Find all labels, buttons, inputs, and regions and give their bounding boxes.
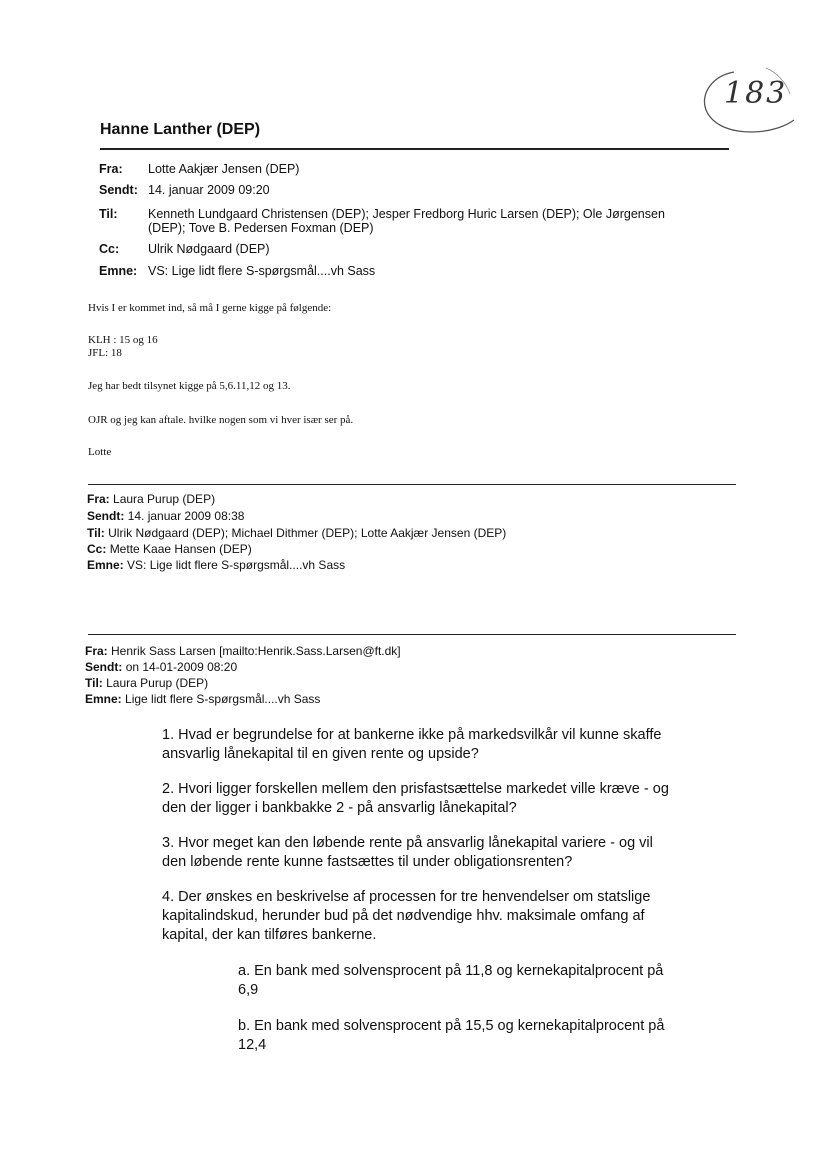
email1-subject-label: Emne: <box>99 264 138 278</box>
email1-sent-value: 14. januar 2009 09:20 <box>148 183 270 197</box>
email1-from-value: Lotte Aakjær Jensen (DEP) <box>148 162 300 176</box>
question-2-line2: den der ligger i bankbakke 2 - på ansvarlig lånekapital? <box>162 800 517 816</box>
body-signature: Lotte <box>88 446 112 458</box>
body-jfl: JFL: 18 <box>88 347 122 359</box>
email2-subject-label: Emne: <box>87 558 124 572</box>
email3-from-row <box>85 643 401 659</box>
email1-to-row <box>99 207 719 237</box>
page-title: Hanne Lanther (DEP) <box>100 121 261 138</box>
question-4a-line2: 6,9 <box>238 982 259 998</box>
email3-from-label: Fra: <box>85 644 108 658</box>
email2-from-row <box>87 491 215 507</box>
stamp <box>694 62 798 140</box>
email2-from-label: Fra: <box>87 492 110 506</box>
email1-subject-value: VS: Lige lidt flere S-spørgsmål....vh Sass <box>148 264 376 278</box>
question-3-line2: den løbende rente kunne fastsættes til under obligationsrenten? <box>162 854 573 870</box>
question-2-line1: 2. Hvori ligger forskellen mellem den prisfastsættelse markedet ville kræve - og <box>162 781 669 797</box>
email3-to-label: Til: <box>85 676 103 690</box>
email2-to-label: Til: <box>87 526 105 540</box>
question-4-line2: kapitalindskud, herunder bud på det nødvendige hhv. maksimale omfang af <box>162 908 645 924</box>
email2-subject-row <box>87 557 345 573</box>
header-divider <box>100 148 729 150</box>
body-ojr: OJR og jeg kan aftale. hvilke nogen som vi hver især ser på. <box>88 414 354 426</box>
body-klh: KLH : 15 og 16 <box>88 334 158 346</box>
email2-sent-row <box>87 508 244 524</box>
email3-sent-label: Sendt: <box>85 660 123 674</box>
divider-email2 <box>88 484 736 485</box>
email1-from-label: Fra: <box>99 162 123 176</box>
question-1-line1: 1. Hvad er begrundelse for at bankerne ikke på markedsvilkår vil kunne skaffe <box>162 727 662 743</box>
question-4a-line1: a. En bank med solvensprocent på 11,8 og kernekapitalprocent på <box>238 963 664 979</box>
email3-to-row <box>85 675 208 691</box>
question-4b-line2: 12,4 <box>238 1037 267 1053</box>
question-4-line3: kapital, der kan tilføres bankerne. <box>162 927 377 943</box>
email1-sent-label: Sendt: <box>99 183 138 197</box>
email3-sent-value: on 14-01-2009 08:20 <box>125 660 238 674</box>
email2-to-row <box>87 525 506 541</box>
stamp-number: 183 <box>724 76 788 111</box>
email2-cc-value: Mette Kaae Hansen (DEP) <box>109 542 252 556</box>
email1-cc-label: Cc: <box>99 242 120 256</box>
email3-sent-row <box>85 659 237 675</box>
divider-email3 <box>88 634 736 635</box>
email2-subject-value: VS: Lige lidt flere S-spørgsmål....vh Sass <box>127 558 346 572</box>
question-4-line1: 4. Der ønskes en beskrivelse af processen for tre henvendelser om statslige <box>162 889 651 905</box>
email1-to-label: Til: <box>99 207 118 221</box>
email2-sent-label: Sendt: <box>87 509 125 523</box>
email3-subject-value: Lige lidt flere S-spørgsmål....vh Sass <box>125 692 321 706</box>
question-4b-line1: b. En bank med solvensprocent på 15,5 og kernekapitalprocent på <box>238 1018 665 1034</box>
question-3-line1: 3. Hvor meget kan den løbende rente på ansvarlig lånekapital variere - og vil <box>162 835 653 851</box>
email1-to-value-line2: (DEP); Tove B. Pedersen Foxman (DEP) <box>148 221 374 235</box>
email2-cc-label: Cc: <box>87 542 107 556</box>
email1-cc-value: Ulrik Nødgaard (DEP) <box>148 242 270 256</box>
email3-subject-label: Emne: <box>85 692 122 706</box>
body-tilsyn: Jeg har bedt tilsynet kigge på 5,6.11,12 og 13. <box>88 380 291 392</box>
email3-to-value: Laura Purup (DEP) <box>106 676 209 690</box>
question-1-line2: ansvarlig lånekapital til en given rente og upside? <box>162 746 479 762</box>
email1-to-value-line1: Kenneth Lundgaard Christensen (DEP); Jesper Fredborg Huric Larsen (DEP); Ole Jørgensen <box>148 207 665 221</box>
body-intro: Hvis I er kommet ind, så må I gerne kigge på følgende: <box>88 302 332 314</box>
email3-from-value: Henrik Sass Larsen [mailto:Henrik.Sass.Larsen@ft.dk] <box>111 644 401 658</box>
email2-cc-row <box>87 541 252 557</box>
email2-sent-value: 14. januar 2009 08:38 <box>127 509 245 523</box>
email2-to-value: Ulrik Nødgaard (DEP); Michael Dithmer (DEP); Lotte Aakjær Jensen (DEP) <box>108 526 507 540</box>
email3-subject-row <box>85 691 320 707</box>
email2-from-value: Laura Purup (DEP) <box>113 492 216 506</box>
